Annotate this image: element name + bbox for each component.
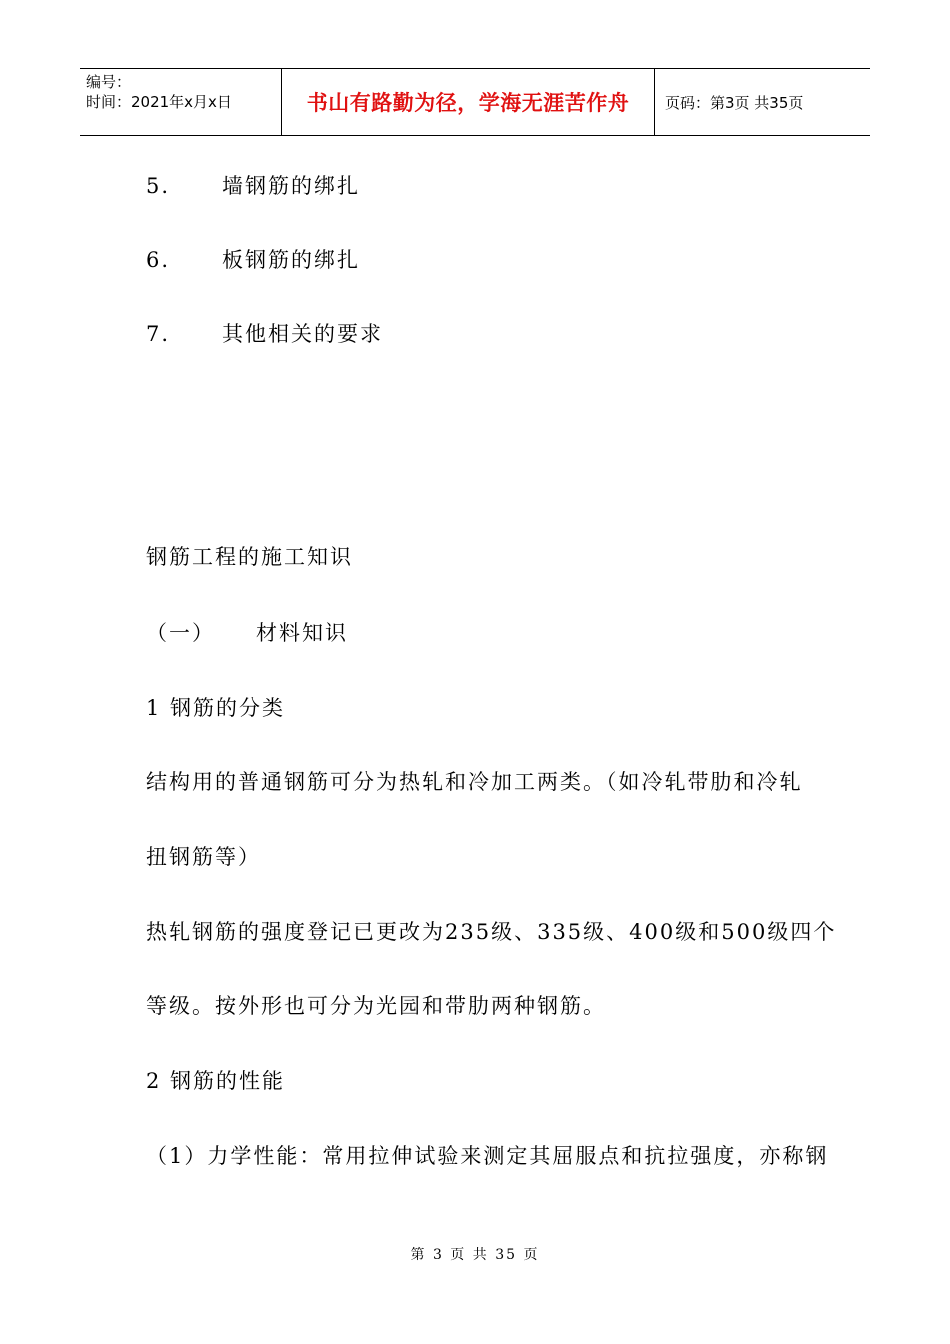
outline-item-number: 6. <box>146 248 171 272</box>
outline-item <box>146 246 360 274</box>
outline-item-number: 5. <box>146 174 171 198</box>
paragraph-line: 扭钢筋等） <box>146 845 261 869</box>
section-title: 钢筋工程的施工知识 <box>146 545 353 569</box>
item-heading: 1 钢筋的分类 <box>146 696 286 720</box>
outline-item <box>146 320 383 348</box>
outline-item-text: 板钢筋的绑扎 <box>222 248 360 272</box>
header-page-info: 页码：第3页 共35页 <box>665 93 804 112</box>
outline-item-number: 7. <box>146 322 171 346</box>
subsection-title: 材料知识 <box>256 621 348 645</box>
subsection-heading <box>146 619 348 647</box>
outline-item-text: 其他相关的要求 <box>222 322 383 346</box>
document-header <box>80 68 870 136</box>
document-number-label: 编号： <box>86 73 132 91</box>
paragraph-line: 等级。按外形也可分为光园和带肋两种钢筋。 <box>146 994 606 1018</box>
paragraph-line: 热轧钢筋的强度登记已更改为235级、335级、400级和500级四个 <box>146 920 837 944</box>
header-motto: 书山有路勤为径，学海无涯苦作舟 <box>282 69 655 135</box>
paragraph-line: （1）力学性能：常用拉伸试验来测定其屈服点和抗拉强度，亦称钢 <box>146 1144 829 1168</box>
subsection-number: （一） <box>146 621 215 645</box>
paragraph-line: 结构用的普通钢筋可分为热轧和冷加工两类。（如冷轧带肋和冷轧 <box>146 770 803 794</box>
outline-item <box>146 172 360 200</box>
page-footer: 第 3 页 共 35 页 <box>410 1247 540 1263</box>
header-meta <box>80 69 282 135</box>
document-date: 时间：2021年x月x日 <box>86 93 232 111</box>
outline-item-text: 墙钢筋的绑扎 <box>222 174 360 198</box>
item-heading: 2 钢筋的性能 <box>146 1069 286 1093</box>
